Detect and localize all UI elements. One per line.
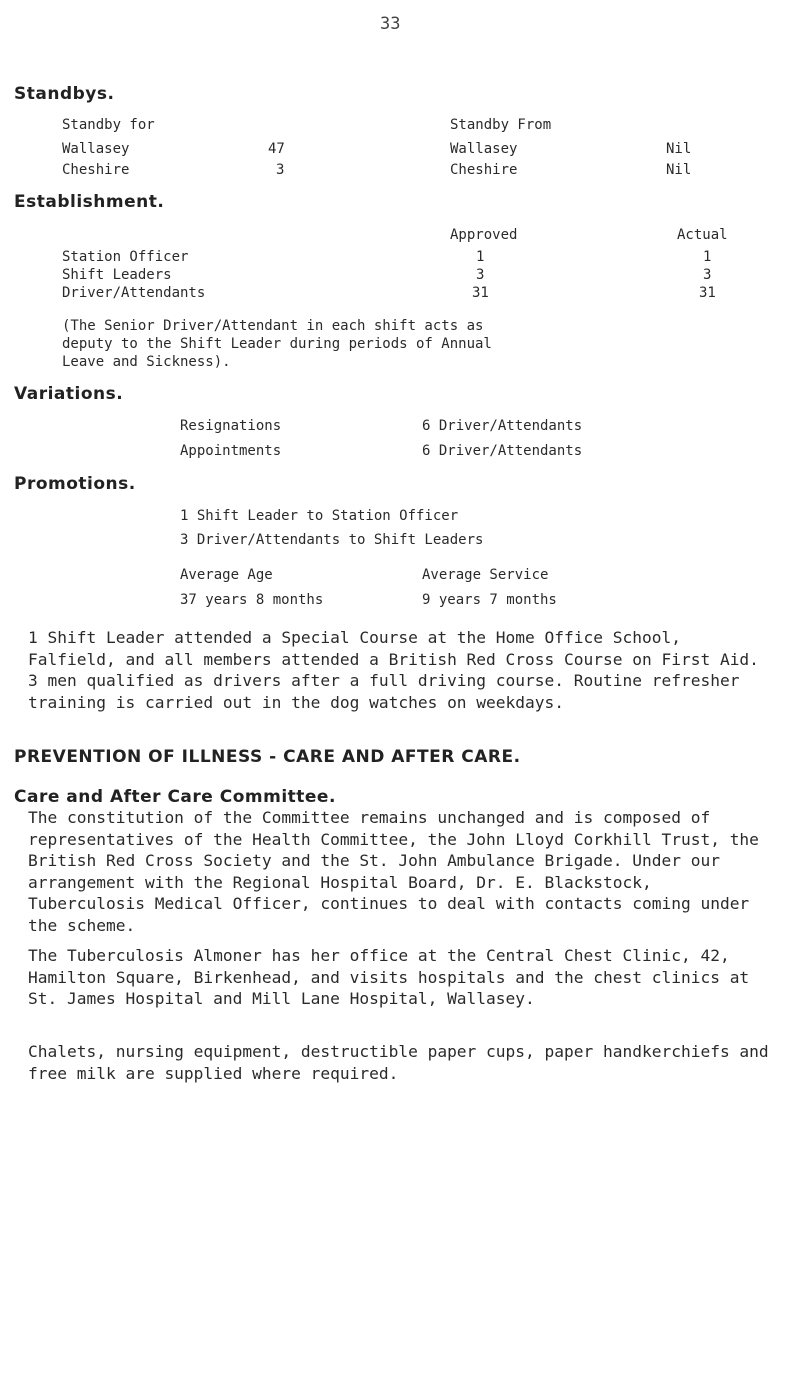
standby-for-place: Wallasey [62, 141, 130, 157]
promotion-line: 3 Driver/Attendants to Shift Leaders [180, 532, 484, 548]
page-number: 33 [380, 14, 401, 34]
almoner-paragraph [28, 945, 778, 1010]
establishment-actual: 31 [699, 285, 716, 301]
variation-label: Resignations [180, 418, 282, 434]
promotion-line: 1 Shift Leader to Station Officer [180, 508, 459, 524]
col-approved: Approved [450, 227, 518, 243]
standby-for-title: Standby for [62, 117, 155, 133]
standby-from-place: Wallasey [450, 141, 518, 157]
prevention-heading: PREVENTION OF ILLNESS - CARE AND AFTER CARE. [14, 747, 521, 767]
establishment-approved: 31 [472, 285, 489, 301]
variation-value: 6 Driver/Attendants [422, 443, 583, 459]
variation-value: 6 Driver/Attendants [422, 418, 583, 434]
average-age-value: 37 years 8 months [180, 592, 324, 608]
establishment-approved: 1 [476, 249, 485, 265]
standby-for-value: 47 [268, 141, 285, 157]
standby-from-place: Cheshire [450, 162, 518, 178]
establishment-role: Driver/Attendants [62, 285, 206, 301]
standby-for-value: 3 [276, 162, 285, 178]
establishment-note-line: (The Senior Driver/Attendant in each shift acts as [62, 318, 484, 334]
supplies-paragraph [28, 1041, 778, 1084]
establishment-role: Station Officer [62, 249, 189, 265]
standby-from-value: Nil [666, 162, 692, 178]
training-paragraph [28, 627, 778, 713]
variations-heading: Variations. [14, 384, 124, 404]
supplies-text: Chalets, nursing equipment, destructible paper cups, paper handkerchiefs and free milk are supplied where required. [28, 1042, 769, 1083]
establishment-note-line: Leave and Sickness). [62, 354, 231, 370]
standby-from-value: Nil [666, 141, 692, 157]
standbys-heading: Standbys. [14, 84, 115, 104]
average-service-label: Average Service [422, 567, 549, 583]
variation-label: Appointments [180, 443, 282, 459]
standby-for-place: Cheshire [62, 162, 130, 178]
establishment-heading: Establishment. [14, 192, 165, 212]
average-age-label: Average Age [180, 567, 273, 583]
almoner-text: The Tuberculosis Almoner has her office at the Central Chest Clinic, 42, Hamilton Square, Birkenhead, and visits hospitals and the chest clinics at St. James Hospital and Mill Lane Hospital, Wallasey. [28, 946, 750, 1008]
care-committee-heading: Care and After Care Committee. [14, 787, 336, 807]
establishment-role: Shift Leaders [62, 267, 172, 283]
standby-from-title: Standby From [450, 117, 552, 133]
establishment-approved: 3 [476, 267, 485, 283]
establishment-actual: 1 [703, 249, 712, 265]
care-committee-paragraph [28, 807, 778, 936]
establishment-note-line: deputy to the Shift Leader during periods of Annual [62, 336, 492, 352]
average-service-value: 9 years 7 months [422, 592, 557, 608]
promotions-heading: Promotions. [14, 474, 136, 494]
establishment-actual: 3 [703, 267, 712, 283]
training-text: 1 Shift Leader attended a Special Course at the Home Office School, Falfield, and all members attended a British Red Cross Course on First Aid. 3 men qualified as drivers after a full driving course. Routine refresher training is carried out in the dog watches on weekdays. [28, 628, 759, 712]
col-actual: Actual [677, 227, 728, 243]
care-committee-text: The constitution of the Committee remains unchanged and is composed of representatives of the Health Committee, the John Lloyd Corkhill Trust, the British Red Cross Society and the St. John Ambulance Brigade. Under our arrangement with the Regional Hospital Board, Dr. E. Blackstock, Tuberculosis Medical Officer, continues to deal with contacts coming under the scheme. [28, 808, 759, 935]
